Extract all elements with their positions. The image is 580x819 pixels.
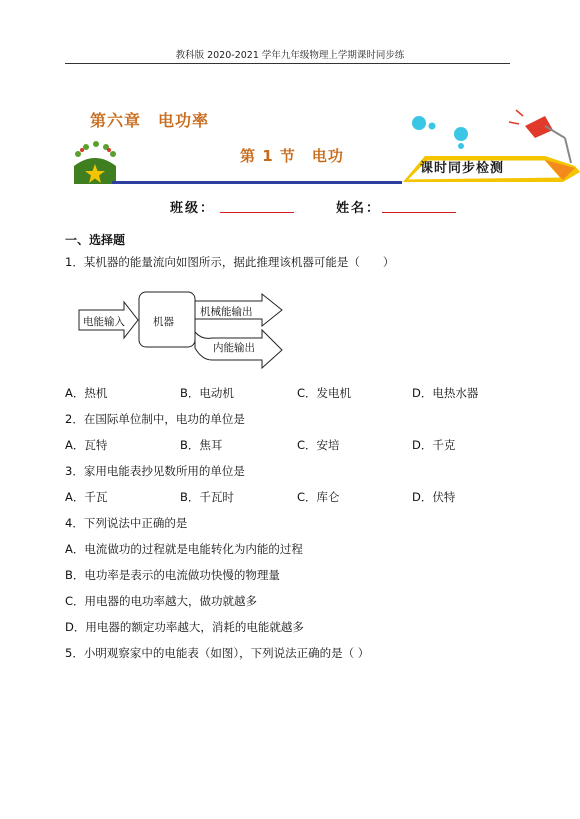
section-title: 第 1 节 电功 xyxy=(240,147,344,165)
question-stem: 2．在国际单位制中，电功的单位是 xyxy=(65,412,245,426)
option-c[interactable]: C．用电器的电功率越大，做功就越多 xyxy=(65,594,258,608)
question-stem: 1．某机器的能量流向如图所示，据此推理该机器可能是（ ） xyxy=(65,255,395,269)
name-label: 姓名： xyxy=(336,201,382,216)
question-stem: 3．家用电能表抄见数所用的单位是 xyxy=(65,464,245,478)
option-d[interactable]: D．用电器的额定功率越大，消耗的电能就越多 xyxy=(65,620,304,634)
energy-flow-diagram xyxy=(78,288,298,372)
option-d[interactable]: D．千克 xyxy=(412,438,456,452)
banner-tag: 课时同步检测 xyxy=(420,161,505,176)
diagram-output2-label: 内能输出 xyxy=(213,342,255,354)
diagram-output1-label: 机械能输出 xyxy=(200,306,253,318)
option-a[interactable]: A．千瓦 xyxy=(65,490,108,504)
option-b[interactable]: B．电动机 xyxy=(180,386,234,400)
doc-header: 教科版 2020-2021 学年九年级物理上学期课时同步练 xyxy=(175,50,405,61)
diagram-machine-label: 机器 xyxy=(153,316,174,328)
option-a[interactable]: A．电流做功的过程就是电能转化为内能的过程 xyxy=(65,542,303,556)
option-a[interactable]: A．热机 xyxy=(65,386,108,400)
name-blank[interactable] xyxy=(382,212,456,213)
option-c[interactable]: C．库仑 xyxy=(297,490,340,504)
diagram-input-label: 电能输入 xyxy=(83,316,125,328)
banner-decoration xyxy=(395,108,580,188)
question-stem: 5．小明观察家中的电能表（如图），下列说法正确的是（ ） xyxy=(65,646,370,660)
option-a[interactable]: A．瓦特 xyxy=(65,438,108,452)
option-d[interactable]: D．伏特 xyxy=(412,490,456,504)
chapter-title: 第六章 电功率 xyxy=(90,111,210,130)
lamp-icon xyxy=(509,110,571,163)
header-rule xyxy=(65,63,510,64)
bubble-icon xyxy=(412,116,426,130)
class-label: 班级： xyxy=(170,201,216,216)
option-b[interactable]: B．焦耳 xyxy=(180,438,223,452)
option-c[interactable]: C．发电机 xyxy=(297,386,352,400)
question-stem: 4．下列说法中正确的是 xyxy=(65,516,188,530)
option-d[interactable]: D．电热水器 xyxy=(412,386,479,400)
option-b[interactable]: B．电功率是表示的电流做功快慢的物理量 xyxy=(65,568,280,582)
class-blank[interactable] xyxy=(220,212,294,213)
banner-rule xyxy=(112,181,402,184)
option-c[interactable]: C．安培 xyxy=(297,438,340,452)
section-heading: 一、选择题 xyxy=(65,233,126,247)
option-b[interactable]: B．千瓦时 xyxy=(180,490,234,504)
